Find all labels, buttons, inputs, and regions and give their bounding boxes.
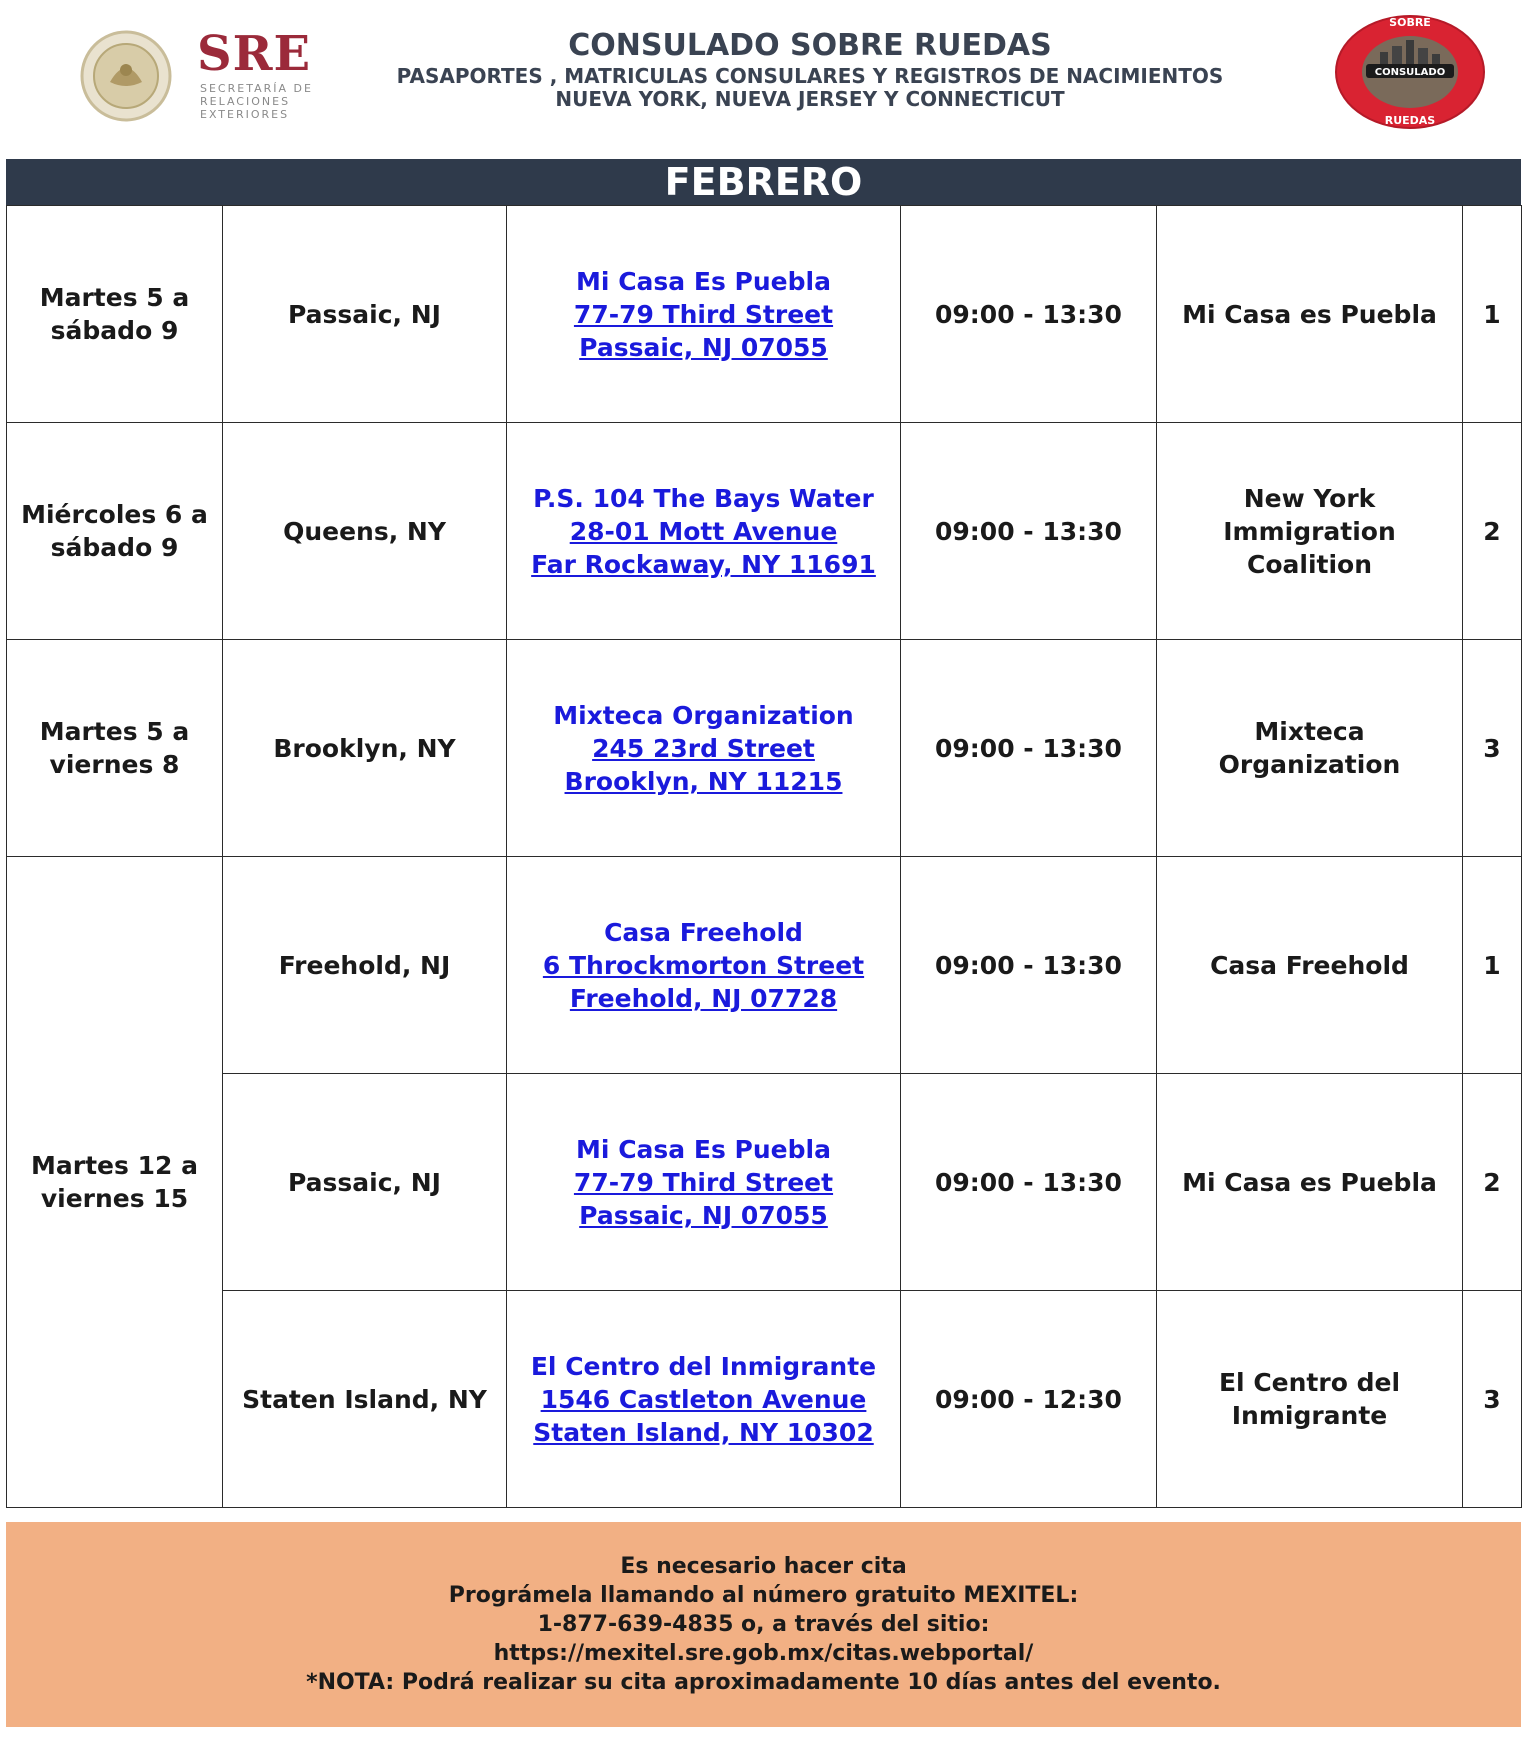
page-subtitle: PASAPORTES , MATRICULAS CONSULARES Y REGISTROS DE NACIMIENTOS xyxy=(396,64,1224,88)
note-phone: 1-877-639-4835 o, a través del sitio: xyxy=(537,1612,990,1637)
note-url-link[interactable]: https://mexitel.sre.gob.mx/citas.webportal/ xyxy=(493,1641,1034,1666)
location-cell xyxy=(507,1074,901,1291)
address-street-link[interactable]: 77-79 Third Street xyxy=(573,1167,834,1197)
organization-cell: Mixteca Organization xyxy=(1157,640,1463,857)
city-cell: Queens, NY xyxy=(223,423,507,640)
address-street-link[interactable]: 1546 Castleton Avenue xyxy=(540,1384,867,1414)
time-cell: 09:00 - 13:30 xyxy=(901,857,1157,1074)
appointment-note xyxy=(6,1522,1521,1727)
page-region: NUEVA YORK, NUEVA JERSEY Y CONNECTICUT xyxy=(555,87,1065,111)
city-cell: Staten Island, NY xyxy=(223,1291,507,1508)
month-header: FEBRERO xyxy=(6,159,1521,205)
time-cell: 09:00 - 12:30 xyxy=(901,1291,1157,1508)
date-cell: Miércoles 6 a sábado 9 xyxy=(7,423,223,640)
venue-name: Casa Freehold xyxy=(604,917,803,947)
schedule-table xyxy=(6,205,1522,1508)
venue-name: Mixteca Organization xyxy=(553,700,854,730)
note-line: Prográmela llamando al número gratuito MEXITEL: xyxy=(448,1583,1079,1608)
time-cell: 09:00 - 13:30 xyxy=(901,1074,1157,1291)
note-line: Es necesario hacer cita xyxy=(620,1554,907,1579)
location-cell xyxy=(507,640,901,857)
location-cell xyxy=(507,857,901,1074)
organization-cell: Casa Freehold xyxy=(1157,857,1463,1074)
address-city-link[interactable]: Brooklyn, NY 11215 xyxy=(564,766,843,796)
address-city-link[interactable]: Passaic, NJ 07055 xyxy=(579,332,828,362)
organization-cell: Mi Casa es Puebla xyxy=(1157,206,1463,423)
venue-name: El Centro del Inmigrante xyxy=(530,1351,877,1381)
location-cell xyxy=(507,423,901,640)
number-cell: 3 xyxy=(1463,1291,1522,1508)
organization-cell: New York Immigration Coalition xyxy=(1157,423,1463,640)
address-street-link[interactable]: 245 23rd Street xyxy=(592,733,815,763)
venue-name: Mi Casa Es Puebla xyxy=(576,1134,831,1164)
address-street-link[interactable]: 28-01 Mott Avenue xyxy=(569,516,838,546)
note-disclaimer: *NOTA: Podrá realizar su cita aproximadamente 10 días antes del evento. xyxy=(306,1670,1221,1695)
city-cell: Brooklyn, NY xyxy=(223,640,507,857)
city-cell: Freehold, NJ xyxy=(223,857,507,1074)
number-cell: 2 xyxy=(1463,423,1522,640)
mexico-seal-icon xyxy=(80,30,172,122)
table-row xyxy=(7,206,1522,423)
organization-cell: El Centro del Inmigrante xyxy=(1157,1291,1463,1508)
number-cell: 1 xyxy=(1463,857,1522,1074)
table-row xyxy=(7,423,1522,640)
address-city-link[interactable]: Staten Island, NY 10302 xyxy=(533,1417,874,1447)
address-city-link[interactable]: Freehold, NJ 07728 xyxy=(569,983,838,1013)
table-row xyxy=(7,857,1522,1074)
address-city-link[interactable]: Far Rockaway, NY 11691 xyxy=(531,549,876,579)
sre-logo-subtitle: SECRETARÍA DE RELACIONES EXTERIORES xyxy=(200,82,313,121)
consulado-badge-icon xyxy=(1330,12,1490,132)
time-cell: 09:00 - 13:30 xyxy=(901,423,1157,640)
date-cell: Martes 5 a sábado 9 xyxy=(7,206,223,423)
location-cell xyxy=(507,206,901,423)
header-title-block xyxy=(360,28,1260,110)
date-cell: Martes 5 a viernes 8 xyxy=(7,640,223,857)
date-cell: Martes 12 a viernes 15 xyxy=(7,857,223,1508)
page-title: CONSULADO SOBRE RUEDAS xyxy=(568,28,1052,63)
organization-cell: Mi Casa es Puebla xyxy=(1157,1074,1463,1291)
table-row xyxy=(7,640,1522,857)
table-row xyxy=(7,1074,1522,1291)
number-cell: 1 xyxy=(1463,206,1522,423)
svg-text:CONSULADO: CONSULADO xyxy=(1374,67,1446,78)
location-cell xyxy=(507,1291,901,1508)
sre-logo-text: SRE xyxy=(197,26,312,82)
venue-name: P.S. 104 The Bays Water xyxy=(533,483,874,513)
address-street-link[interactable]: 77-79 Third Street xyxy=(573,299,834,329)
number-cell: 2 xyxy=(1463,1074,1522,1291)
svg-text:SOBRE: SOBRE xyxy=(1389,16,1431,29)
city-cell: Passaic, NJ xyxy=(223,1074,507,1291)
time-cell: 09:00 - 13:30 xyxy=(901,640,1157,857)
svg-text:RUEDAS: RUEDAS xyxy=(1384,114,1436,127)
address-city-link[interactable]: Passaic, NJ 07055 xyxy=(579,1200,828,1230)
time-cell: 09:00 - 13:30 xyxy=(901,206,1157,423)
table-row xyxy=(7,1291,1522,1508)
number-cell: 3 xyxy=(1463,640,1522,857)
address-street-link[interactable]: 6 Throckmorton Street xyxy=(542,950,865,980)
venue-name: Mi Casa Es Puebla xyxy=(576,266,831,296)
page-header xyxy=(0,0,1532,150)
city-cell: Passaic, NJ xyxy=(223,206,507,423)
